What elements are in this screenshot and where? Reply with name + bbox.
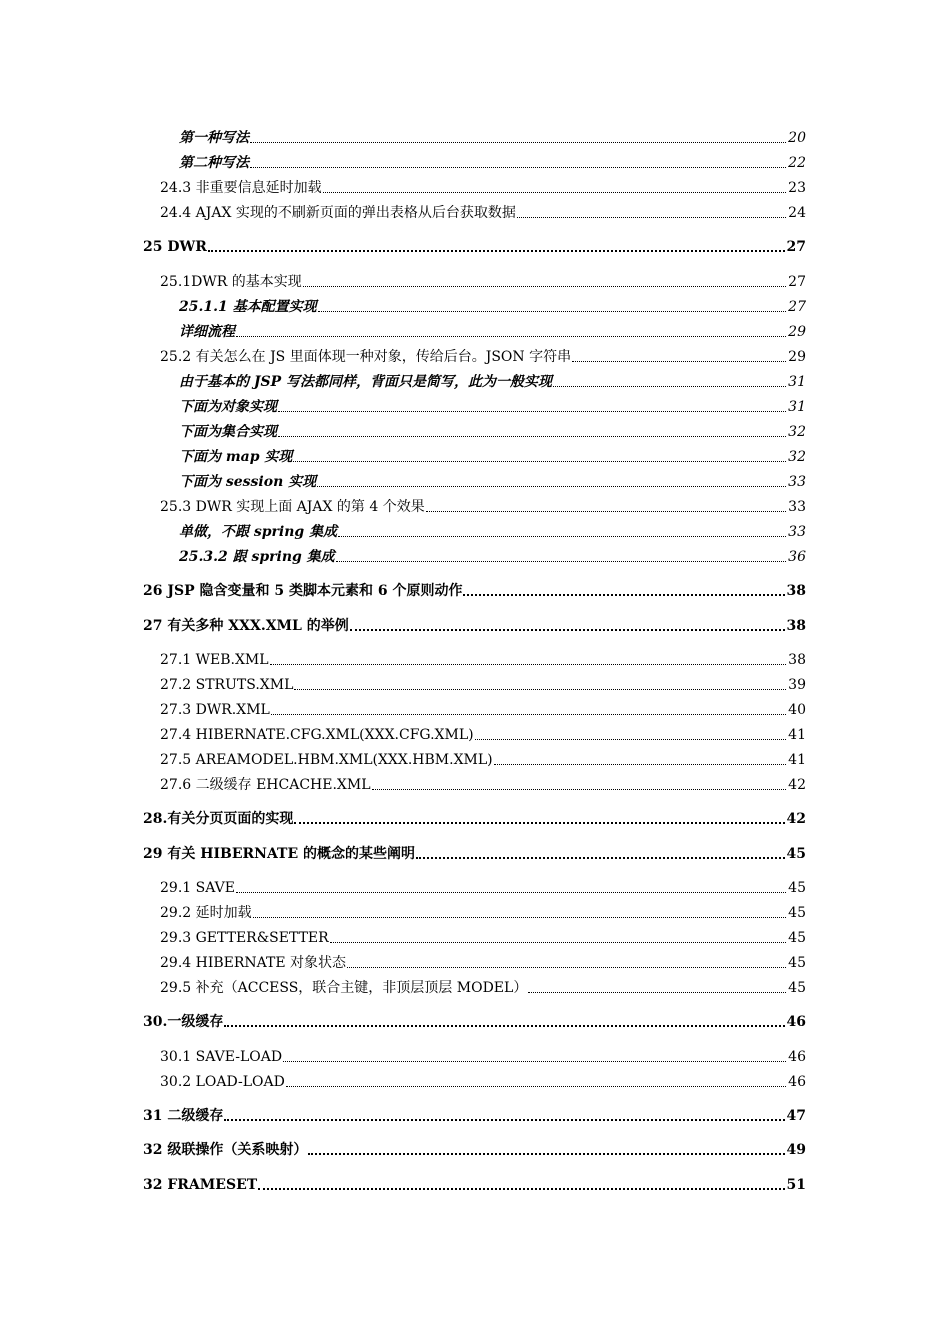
toc-entry-title: 25.3.2 跟 spring 集成 xyxy=(179,549,335,565)
dot-leader xyxy=(224,1024,784,1027)
toc-entry-title: 29 有关 HIBERNATE 的概念的某些阐明 xyxy=(143,846,416,862)
toc-entry-title: 下面为 map 实现 xyxy=(179,449,293,465)
dot-leader xyxy=(463,593,784,596)
toc-entry[interactable] xyxy=(160,175,806,197)
dot-leader xyxy=(258,1187,784,1190)
toc-entry-title: 29.5 补充（ACCESS，联合主键，非顶层顶层 MODEL） xyxy=(160,980,528,996)
toc-entry[interactable] xyxy=(160,772,806,794)
dot-leader xyxy=(350,628,785,631)
dot-leader xyxy=(294,821,784,824)
dot-leader xyxy=(416,856,785,859)
toc-entry-title: 详细流程 xyxy=(179,324,235,340)
toc-entry-title: 31 二级缓存 xyxy=(143,1108,224,1124)
toc-entry-title: 29.4 HIBERNATE 对象状态 xyxy=(160,955,347,971)
toc-entry-page-number: 42 xyxy=(788,777,806,793)
toc-entry[interactable] xyxy=(179,419,806,441)
toc-entry[interactable] xyxy=(143,1009,806,1031)
toc-entry[interactable] xyxy=(143,806,806,828)
dot-leader xyxy=(494,763,787,765)
toc-entry-title: 29.1 SAVE xyxy=(160,880,235,896)
toc-entry-page-number: 47 xyxy=(786,1108,806,1124)
toc-entry-page-number: 41 xyxy=(788,752,806,768)
toc-entry-page-number: 45 xyxy=(788,880,806,896)
dot-leader xyxy=(270,663,787,665)
dot-leader xyxy=(286,1085,786,1087)
toc-entry-page-number: 45 xyxy=(788,980,806,996)
toc-entry-page-number: 22 xyxy=(788,155,806,171)
toc-entry-page-number: 27 xyxy=(786,239,806,255)
toc-entry-title: 26 JSP 隐含变量和 5 类脚本元素和 6 个原则动作 xyxy=(143,583,463,599)
dot-leader xyxy=(294,688,786,690)
toc-entry[interactable] xyxy=(160,1069,806,1091)
toc-entry[interactable] xyxy=(160,975,806,997)
toc-entry-page-number: 38 xyxy=(786,583,806,599)
toc-entry-page-number: 46 xyxy=(788,1074,806,1090)
toc-entry-page-number: 29 xyxy=(788,324,806,340)
toc-entry-title: 27.3 DWR.XML xyxy=(160,702,270,718)
dot-leader xyxy=(236,335,786,337)
dot-leader xyxy=(278,435,786,437)
toc-entry-title: 第二种写法 xyxy=(179,155,249,171)
toc-entry[interactable] xyxy=(160,925,806,947)
dot-leader xyxy=(308,1152,784,1155)
toc-entry-title: 27.6 二级缓存 EHCACHE.XML xyxy=(160,777,371,793)
toc-entry-page-number: 33 xyxy=(788,524,806,540)
dot-leader xyxy=(224,1118,784,1121)
toc-entry[interactable] xyxy=(160,697,806,719)
dot-leader xyxy=(336,560,787,562)
dot-leader xyxy=(318,310,787,312)
toc-entry[interactable] xyxy=(160,950,806,972)
toc-entry-title: 24.3 非重要信息延时加载 xyxy=(160,180,322,196)
dot-leader xyxy=(253,916,787,918)
toc-entry[interactable] xyxy=(179,444,806,466)
toc-entry-title: 28.有关分页页面的实现 xyxy=(143,811,294,827)
dot-leader xyxy=(338,535,786,537)
toc-entry-title: 25 DWR xyxy=(143,239,207,255)
dot-leader xyxy=(426,510,786,512)
toc-entry-title: 30.1 SAVE-LOAD xyxy=(160,1049,283,1065)
toc-entry[interactable] xyxy=(160,747,806,769)
toc-entry[interactable] xyxy=(143,841,806,863)
toc-entry-title: 27.1 WEB.XML xyxy=(160,652,269,668)
toc-entry-title: 27 有关多种 XXX.XML 的举例 xyxy=(143,618,349,634)
toc-entry-page-number: 20 xyxy=(788,130,806,146)
toc-entry-title: 32 级联操作（关系映射） xyxy=(143,1142,308,1158)
toc-entry-page-number: 51 xyxy=(786,1177,806,1193)
dot-leader xyxy=(347,966,786,968)
dot-leader xyxy=(528,991,786,993)
dot-leader xyxy=(317,485,786,487)
toc-entry-page-number: 33 xyxy=(788,474,806,490)
toc-entry-title: 29.2 延时加载 xyxy=(160,905,252,921)
toc-entry-page-number: 49 xyxy=(786,1142,806,1158)
toc-entry-title: 由于基本的 JSP 写法都同样，背面只是简写，此为一般实现 xyxy=(179,374,553,390)
toc-entry-page-number: 27 xyxy=(788,274,806,290)
toc-entry-page-number: 39 xyxy=(788,677,806,693)
toc-entry-page-number: 45 xyxy=(788,955,806,971)
toc-entry-page-number: 41 xyxy=(788,727,806,743)
toc-entry-title: 第一种写法 xyxy=(179,130,249,146)
toc-entry[interactable] xyxy=(143,578,806,600)
dot-leader xyxy=(323,191,787,193)
toc-entry-page-number: 45 xyxy=(788,905,806,921)
toc-entry[interactable] xyxy=(160,875,806,897)
toc-entry[interactable] xyxy=(160,722,806,744)
toc-entry-title: 下面为集合实现 xyxy=(179,424,277,440)
toc-entry-page-number: 46 xyxy=(788,1049,806,1065)
toc-entry-page-number: 23 xyxy=(788,180,806,196)
dot-leader xyxy=(278,410,786,412)
dot-leader xyxy=(330,941,786,943)
toc-entry-title: 单做，不跟 spring 集成 xyxy=(179,524,338,540)
toc-entry-title: 29.3 GETTER&SETTER xyxy=(160,930,329,946)
dot-leader xyxy=(553,385,786,387)
toc-entry-page-number: 40 xyxy=(788,702,806,718)
toc-entry[interactable] xyxy=(160,900,806,922)
toc-entry[interactable] xyxy=(160,672,806,694)
toc-entry-page-number: 32 xyxy=(788,424,806,440)
toc-entry[interactable] xyxy=(160,494,806,516)
toc-entry-title: 下面为对象实现 xyxy=(179,399,277,415)
toc-entry-title: 30.2 LOAD-LOAD xyxy=(160,1074,285,1090)
toc-entry[interactable] xyxy=(179,519,806,541)
toc-entry-page-number: 29 xyxy=(788,349,806,365)
toc-entry-page-number: 32 xyxy=(788,449,806,465)
toc-entry-title: 32 FRAMESET xyxy=(143,1177,258,1193)
toc-entry-page-number: 24 xyxy=(788,205,806,221)
toc-entry[interactable] xyxy=(143,1172,806,1194)
toc-entry-title: 27.5 AREAMODEL.HBM.XML(XXX.HBM.XML) xyxy=(160,752,493,768)
dot-leader xyxy=(271,713,786,715)
toc-entry[interactable] xyxy=(143,1137,806,1159)
toc-entry-title: 25.2 有关怎么在 JS 里面体现一种对象，传给后台。JSON 字符串 xyxy=(160,349,572,365)
toc-entry[interactable] xyxy=(179,469,806,491)
toc-entry[interactable] xyxy=(179,125,806,147)
toc-entry[interactable] xyxy=(179,150,806,172)
toc-entry[interactable] xyxy=(179,294,806,316)
toc-entry-title: 27.4 HIBERNATE.CFG.XML(XXX.CFG.XML) xyxy=(160,727,474,743)
toc-entry[interactable] xyxy=(143,234,806,256)
toc-entry[interactable] xyxy=(179,319,806,341)
toc-entry[interactable] xyxy=(160,200,806,222)
dot-leader xyxy=(283,1060,786,1062)
toc-entry-page-number: 46 xyxy=(786,1014,806,1030)
dot-leader xyxy=(372,788,787,790)
toc-entry[interactable] xyxy=(160,647,806,669)
dot-leader xyxy=(250,166,786,168)
toc-entry[interactable] xyxy=(179,394,806,416)
toc-entry[interactable] xyxy=(143,1103,806,1125)
toc-entry-title: 30.一级缓存 xyxy=(143,1014,224,1030)
toc-entry[interactable] xyxy=(179,544,806,566)
toc-entry[interactable] xyxy=(160,1044,806,1066)
toc-entry-title: 25.3 DWR 实现上面 AJAX 的第 4 个效果 xyxy=(160,499,425,515)
toc-entry-page-number: 27 xyxy=(788,299,806,315)
dot-leader xyxy=(572,360,786,362)
toc-entry-page-number: 38 xyxy=(788,652,806,668)
toc-entry-page-number: 45 xyxy=(786,846,806,862)
toc-entry-title: 27.2 STRUTS.XML xyxy=(160,677,294,693)
toc-entry-title: 下面为 session 实现 xyxy=(179,474,317,490)
dot-leader xyxy=(250,141,786,143)
toc-entry-title: 25.1DWR 的基本实现 xyxy=(160,274,302,290)
toc-entry-page-number: 33 xyxy=(788,499,806,515)
toc-entry-page-number: 42 xyxy=(786,811,806,827)
dot-leader xyxy=(293,460,786,462)
toc-entry[interactable] xyxy=(160,269,806,291)
dot-leader xyxy=(475,738,787,740)
toc-entry-page-number: 31 xyxy=(788,399,806,415)
toc-entry[interactable] xyxy=(160,344,806,366)
toc-entry-page-number: 38 xyxy=(786,618,806,634)
toc-entry-title: 25.1.1 基本配置实现 xyxy=(179,299,317,315)
toc-entry-title: 24.4 AJAX 实现的不刷新页面的弹出表格从后台获取数据 xyxy=(160,205,516,221)
dot-leader xyxy=(303,285,786,287)
toc-entry-page-number: 45 xyxy=(788,930,806,946)
toc-entry-page-number: 36 xyxy=(788,549,806,565)
dot-leader xyxy=(208,249,785,252)
dot-leader xyxy=(517,216,786,218)
dot-leader xyxy=(236,891,786,893)
toc-entry[interactable] xyxy=(143,613,806,635)
toc-entry-page-number: 31 xyxy=(788,374,806,390)
toc-entry[interactable] xyxy=(179,369,806,391)
